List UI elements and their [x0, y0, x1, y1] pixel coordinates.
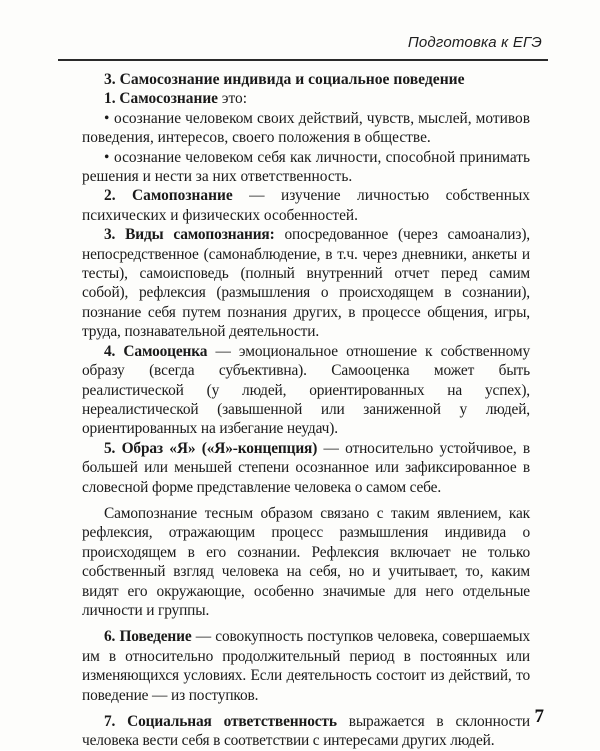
term-self-consciousness: 1. Самосознание — [104, 90, 219, 108]
text-self-knowledge: — изучение личностью собственных психических и физических особенностей. — [82, 187, 530, 224]
page-body — [82, 62, 530, 751]
page-number: 7 — [534, 706, 544, 727]
paragraph-types-of-self-knowledge — [82, 225, 530, 341]
paragraph-reflection — [82, 504, 530, 620]
paragraph-self-image — [82, 439, 530, 497]
text-reflection: Самопознание тесным образом связано с таким явлением, как рефлексия, отражающим процесс размышления индивида о происходящем в его сознании. Рефлексия включает не только собственный взгляд человека на себя, но и учитывает, то, каким видят его окружающие, особенно значимые для него отдельные личности и группы. — [82, 504, 530, 619]
text-self-esteem: — эмоциональное отношение к собственному образу (всегда субъективна). Самооценка может быть реалистической (у людей, ориентированных на успех), нереалистической (завышенной или заниженной у людей, ориентированных на избегание неудач). — [82, 342, 530, 438]
text-types-of-self-knowledge: опосредованное (через самоанализ), непосредственное (самонаблюдение, в т.ч. через дневники, анкеты и тесты), самоисповедь (полный внутренний отчет перед самим собой), рефлексия (размышления о происходящем в сознании), познание себя путем познания других, в процессе общения, игры, труда, познавательной деятельности. — [82, 226, 530, 341]
bullet-item — [82, 109, 530, 148]
term-self-image: 5. Образ «Я» («Я»-концепция) — [104, 439, 318, 457]
term-self-knowledge: 2. Самопознание — [104, 187, 233, 205]
bullet-text: осознание человеком себя как личности, способной принимать решения и нести за них ответственность. — [82, 148, 530, 186]
running-header-label: Подготовка к ЕГЭ — [407, 34, 542, 51]
paragraph-self-esteem — [82, 342, 530, 439]
running-header — [0, 0, 600, 62]
text-social-responsibility: выражается в склонности человека вести себя в соответствии с интересами других людей. — [82, 713, 530, 750]
text-self-image: — относительно устойчивое, в большей или меньшей степени осознанное или зафиксированное в словесной форме представление человека о самом себе. — [82, 439, 530, 496]
text-self-consciousness: это: — [218, 90, 247, 108]
term-types-of-self-knowledge: 3. Виды самопознания: — [104, 226, 275, 244]
paragraph-self-knowledge — [82, 186, 530, 225]
bullet-text: осознание человеком своих действий, чувств, мыслей, мотивов поведения, интересов, своего положения в обществе. — [82, 109, 530, 147]
header-rule — [58, 59, 548, 61]
term-behavior: 6. Поведение — [104, 628, 192, 646]
paragraph-social-responsibility — [82, 712, 530, 751]
paragraph-self-consciousness — [82, 89, 530, 108]
term-self-esteem: 4. Самооценка — [104, 342, 208, 360]
bullet-icon: • — [104, 109, 110, 127]
section-title: 3. Самосознание индивида и социальное поведение — [104, 71, 465, 88]
paragraph-behavior — [82, 627, 530, 705]
bullet-item — [82, 148, 530, 187]
term-social-responsibility: 7. Социальная ответственность — [104, 713, 337, 730]
text-behavior: — совокупность поступков человека, совершаемых им в относительно продолжительный период в постоянных или изменяющихся условиях. Если деятельность состоит из действий, то поведение — из поступков. — [82, 628, 530, 704]
bullet-icon: • — [104, 148, 110, 166]
